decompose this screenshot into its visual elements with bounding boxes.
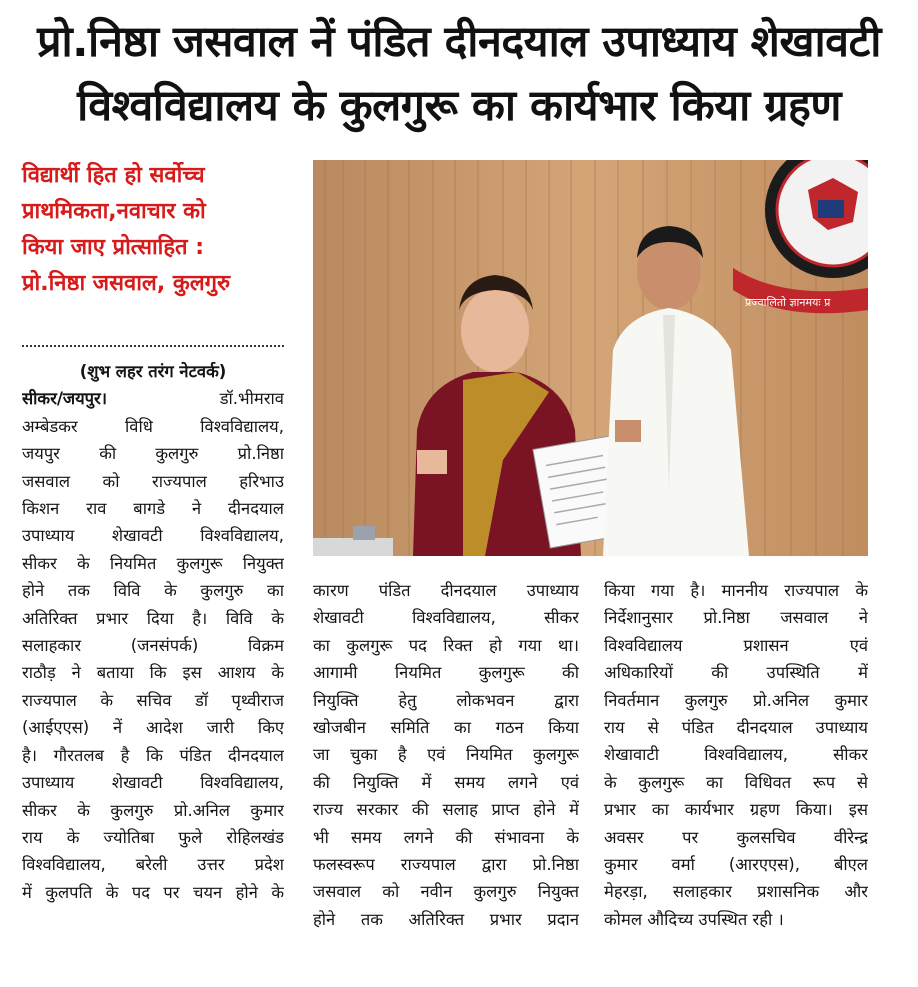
article-line: का कुलगुरू पद रिक्त हो गया था। (313, 635, 579, 655)
article-line: की नियुक्ति में समय लगने एवं (313, 772, 579, 792)
article-column-2 (313, 577, 579, 933)
article-line: विश्वविद्यालय, बरेली उत्तर प्रदेश (22, 855, 284, 875)
article-line: उपाध्याय शेखावटी विश्वविद्यालय, (22, 526, 284, 546)
article-line: भी समय लगने की संभावना के (313, 827, 579, 847)
article-line: निवर्तमान कुलगुरु प्रो.अनिल कुमार (604, 690, 868, 710)
article-line: जा चुका है एवं नियमित कुलगुरू (313, 745, 579, 765)
subheading (22, 158, 294, 302)
article-line: कारण पंडित दीनदयाल उपाध्याय (313, 581, 579, 600)
article-line: सीकर के नियमित कुलगुरू नियुक्त (22, 553, 284, 573)
article-line: जसवाल को राज्यपाल हरिभाउ (22, 471, 284, 491)
article-line: राय के ज्योतिबा फुले रोहिलखंड (22, 827, 284, 847)
article-line: अतिरिक्त प्रभार दिया है। विवि के (22, 608, 284, 628)
article-line: खोजबीन समिति का गठन किया (313, 718, 579, 738)
article-column-3 (604, 577, 868, 933)
dateline-place: सीकर/जयपुर। (22, 389, 108, 409)
article-line: राय से पंडित दीनदयाल उपाध्याय (604, 718, 868, 738)
article-line: अधिकारियों की उपस्थिति में (604, 663, 868, 683)
article-line: जयपुर की कुलगुरु प्रो.निष्ठा (22, 444, 284, 464)
article-line: में कुलपति के पद पर चयन होने के (22, 882, 284, 902)
headline (10, 10, 908, 138)
subheading-line: प्राथमिकता,नवाचार को (22, 199, 206, 224)
article-column-1 (22, 358, 284, 906)
subheading-line: विद्यार्थी हित हो सर्वोच्च (22, 163, 205, 188)
photo-illustration (313, 160, 868, 556)
headline-line-2: विश्वविद्यालय के कुलगुरू का कार्यभार किया ग्रहण (77, 81, 841, 131)
subheading-line: प्रो.निष्ठा जसवाल, कुलगुरु (22, 271, 231, 296)
subheading-line: किया जाए प्रोत्साहित : (22, 235, 205, 260)
article-line: विश्वविद्यालय प्रशासन एवं (604, 635, 868, 655)
article-line: राज्यपाल के सचिव डॉ पृथ्वीराज (22, 690, 284, 710)
logo-motto: प्रज्वालितो ज्ञानमयः प्र (745, 296, 831, 309)
article-line: सीकर के कुलगुरु प्रो.अनिल कुमार (22, 800, 284, 820)
article-line: शेखावटी विश्वविद्यालय, सीकर (313, 608, 579, 628)
article-line: आगामी नियमित कुलगुरू की (313, 663, 579, 683)
article-line: प्रभार का कार्यभार ग्रहण किया। इस (604, 800, 868, 820)
article-line: नियुक्ति हेतु लोकभवन द्वारा (313, 690, 579, 710)
article-line: सलाहकार (जनसंपर्क) विक्रम (22, 636, 284, 656)
article-line: राज्य सरकार की सलाह प्राप्त होने में (313, 800, 579, 820)
article-line: किशन राव बागडे ने दीनदयाल (22, 499, 284, 519)
article-line: मेहरड़ा, सलाहकार प्रशासनिक और (604, 882, 868, 902)
article-line: अवसर पर कुलसचिव वीरेन्द्र (604, 827, 868, 847)
article-line: है। गौरतलब है कि पंडित दीनदयाल (22, 745, 284, 765)
article-line: राठौड़ ने बताया कि इस आशय के (22, 663, 284, 683)
dateline-row (22, 385, 284, 412)
article-line: शेखावाटी विश्वविद्यालय, सीकर (604, 745, 868, 765)
article-line: किया गया है। माननीय राज्यपाल के (604, 581, 868, 600)
article-line: कोमल औदिच्य उपस्थित रही । (604, 909, 784, 929)
headline-line-1: प्रो.निष्ठा जसवाल नें पंडित दीनदयाल उपाध्याय शेखावटी (37, 17, 881, 67)
article-line: फलस्वरूप राज्यपाल द्वारा प्रो.निष्ठा (313, 855, 579, 875)
news-photo (313, 160, 868, 556)
dateline-text: डॉ.भीमराव (219, 389, 284, 409)
article-line: जसवाल को नवीन कुलगुरु नियुक्त (313, 882, 579, 902)
article-line: के कुलगुरू का विधिवत रूप से (604, 772, 868, 792)
byline: (शुभ लहर तरंग नेटवर्क) (79, 362, 227, 381)
dotted-divider (22, 345, 284, 347)
article-line: होने तक विवि के कुलगुरु का (22, 581, 284, 601)
article-line: निर्देशानुसार प्रो.निष्ठा जसवाल ने (604, 608, 868, 628)
article-line: कुमार वर्मा (आरएएस), बीएल (604, 855, 868, 875)
article-line: अम्बेडकर विधि विश्वविद्यालय, (22, 416, 284, 436)
article-line: होने तक अतिरिक्त प्रभार प्रदान (313, 909, 579, 929)
article-line: (आईएएस) नें आदेश जारी किए (22, 718, 284, 738)
article-line: उपाध्याय शेखावटी विश्वविद्यालय, (22, 773, 284, 793)
